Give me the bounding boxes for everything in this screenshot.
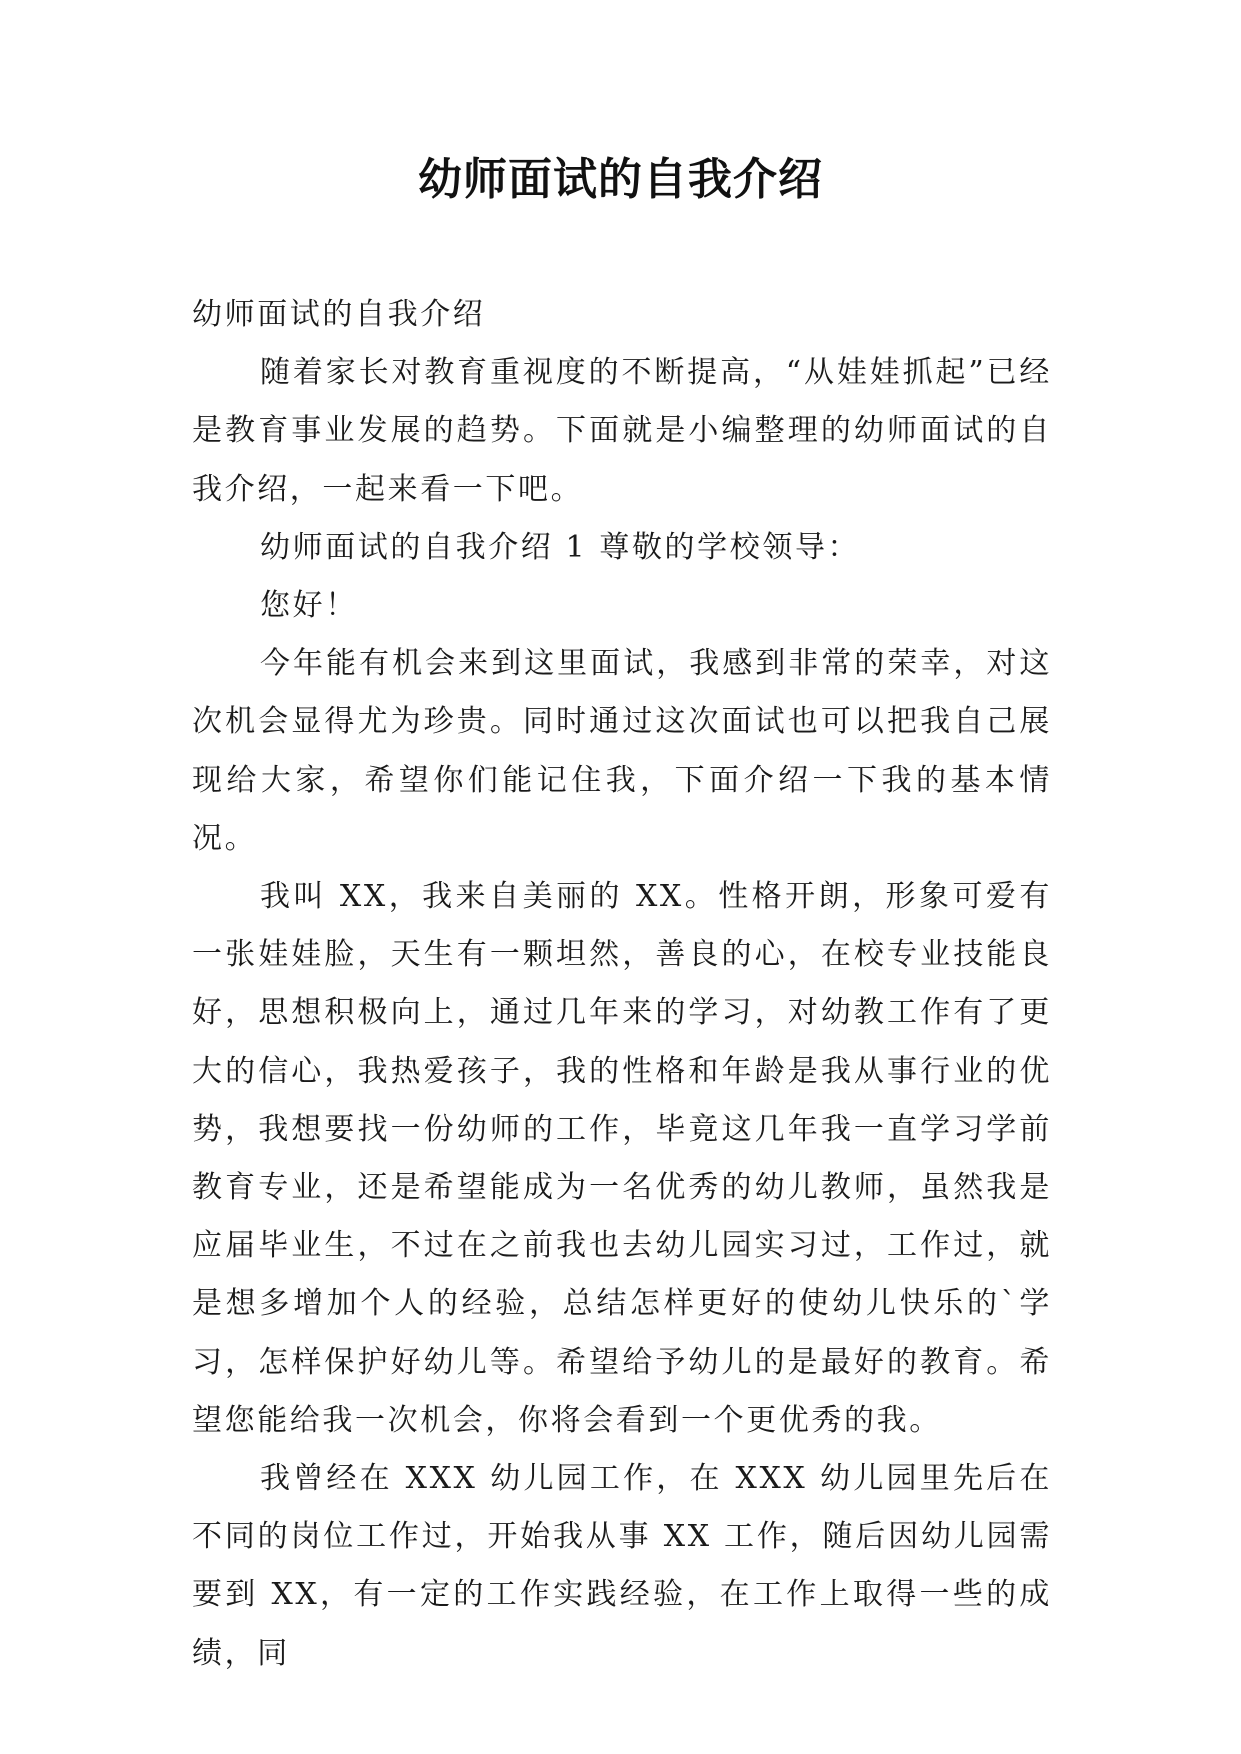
paragraph-greeting: 您好！	[260, 588, 358, 624]
document-title: 幼师面试的自我介绍	[418, 154, 823, 205]
paragraph-heading-1: 幼师面试的自我介绍 1 尊敬的学校领导：	[260, 529, 861, 565]
paragraph-work-experience: 我曾经在 XXX 幼儿园工作，在 XXX 幼儿园里先后在不同的岗位工作过，开始我从事 XX 工作，随后因幼儿园需要到 XX，有一定的工作实践经验，在工作上取得一些的成绩，同	[192, 1461, 1052, 1671]
paragraph-opening: 今年能有机会来到这里面试，我感到非常的荣幸，对这次机会显得尤为珍贵。同时通过这次面试也可以把我自己展现给大家，希望你们能记住我，下面介绍一下我的基本情况。	[192, 646, 1052, 856]
paragraph-self-description: 我叫 XX，我来自美丽的 XX。性格开朗，形象可爱有一张娃娃脸，天生有一颗坦然，善良的心，在校专业技能良好，思想积极向上，通过几年来的学习，对幼教工作有了更大的信心，我热爱孩子，我的性格和年龄是我从事行业的优势，我想要找一份幼师的工作，毕竟这几年我一直学习学前教育专业，还是希望能成为一名优秀的幼儿教师，虽然我是应届毕业生，不过在之前我也去幼儿园实习过，工作过，就是想多增加个人的经验，总结怎样更好的使幼儿快乐的`学习，怎样保护好幼儿等。希望给予幼儿的是最好的教育。希望您能给我一次机会，你将会看到一个更优秀的我。	[192, 879, 1052, 1438]
paragraph-subtitle: 幼师面试的自我介绍	[192, 297, 486, 332]
paragraph-intro: 随着家长对教育重视度的不断提高，“从娃娃抓起”已经是教育事业发展的趋势。下面就是小编整理的幼师面试的自我介绍，一起来看一下吧。	[192, 355, 1052, 507]
document-body	[192, 286, 1052, 1683]
